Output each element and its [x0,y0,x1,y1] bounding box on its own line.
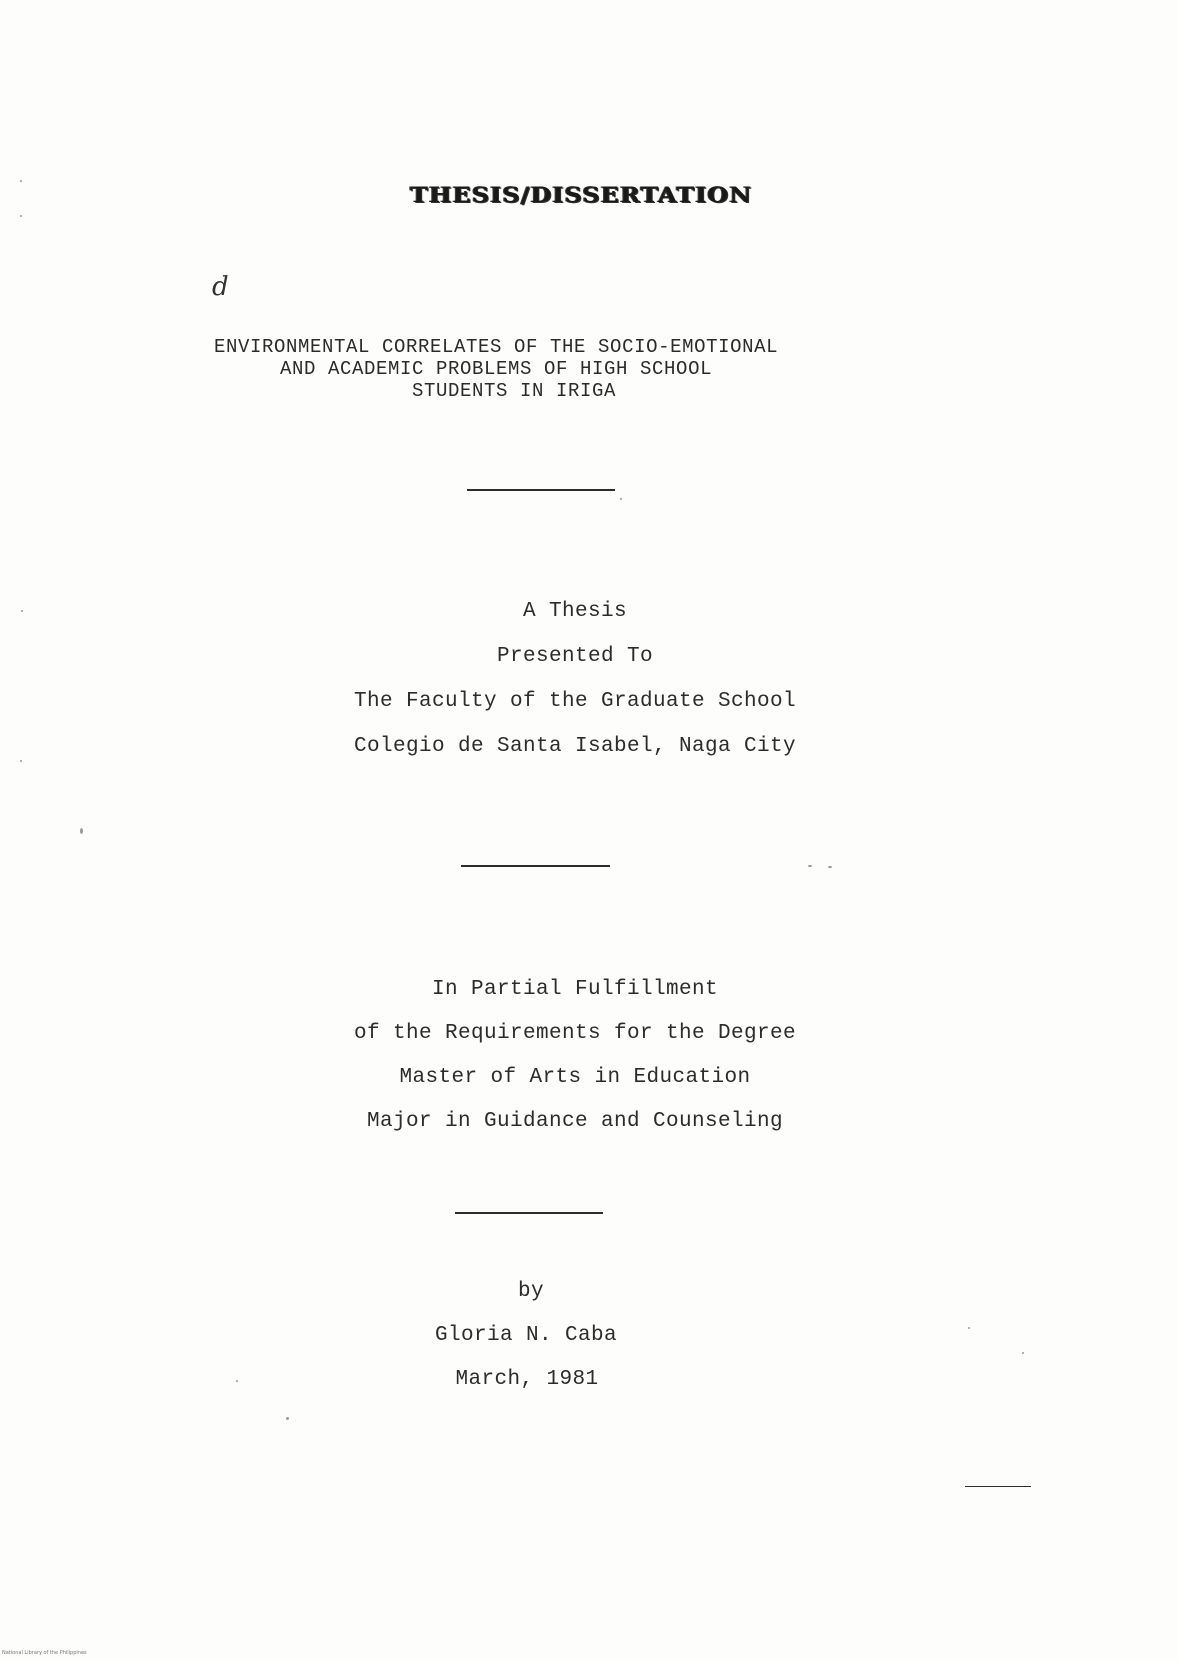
title-line-2: AND ACADEMIC PROBLEMS OF HIGH SCHOOL [280,358,713,380]
scan-speck [828,866,832,868]
author-name: Gloria N. Caba [434,1324,618,1347]
divider-2 [461,865,610,867]
scan-speck [21,610,23,612]
scan-speck [80,828,83,834]
scan-speck [808,865,812,867]
scan-footer: National Library of the Philippines [2,1650,87,1656]
corner-mark [965,1486,1031,1487]
author-by: by [517,1280,544,1303]
thesis-title [200,336,920,402]
scan-speck [286,1417,289,1420]
scan-speck [968,1327,970,1329]
divider-3 [455,1212,603,1214]
thesis-dissertation-stamp: THESIS/DISSERTATION [410,181,753,208]
fulfillment-line-4: Major in Guidance and Counseling [366,1110,784,1133]
presentation-line-1: A Thesis [522,600,628,623]
divider-1 [467,489,615,491]
fulfillment-line-1: In Partial Fulfillment [431,978,719,1001]
scan-speck [620,498,622,500]
handwritten-mark: d [212,272,229,302]
presentation-line-3: The Faculty of the Graduate School [353,690,797,713]
presentation-block [0,600,1178,780]
fulfillment-line-2: of the Requirements for the Degree [353,1022,797,1045]
scan-speck [236,1380,238,1382]
scan-speck [20,215,22,217]
author-block [0,1280,1178,1412]
fulfillment-block [0,978,1178,1154]
scan-speck [20,760,22,762]
presentation-line-4: Colegio de Santa Isabel, Naga City [353,735,797,758]
title-line-1: ENVIRONMENTAL CORRELATES OF THE SOCIO-EMOTIONAL [214,336,779,358]
scan-speck [20,180,22,182]
presentation-line-2: Presented To [496,645,654,668]
fulfillment-line-3: Master of Arts in Education [399,1066,751,1089]
title-line-3: STUDENTS IN IRIGA [412,380,617,402]
submission-date: March, 1981 [455,1368,599,1391]
scan-speck [1022,1352,1024,1354]
